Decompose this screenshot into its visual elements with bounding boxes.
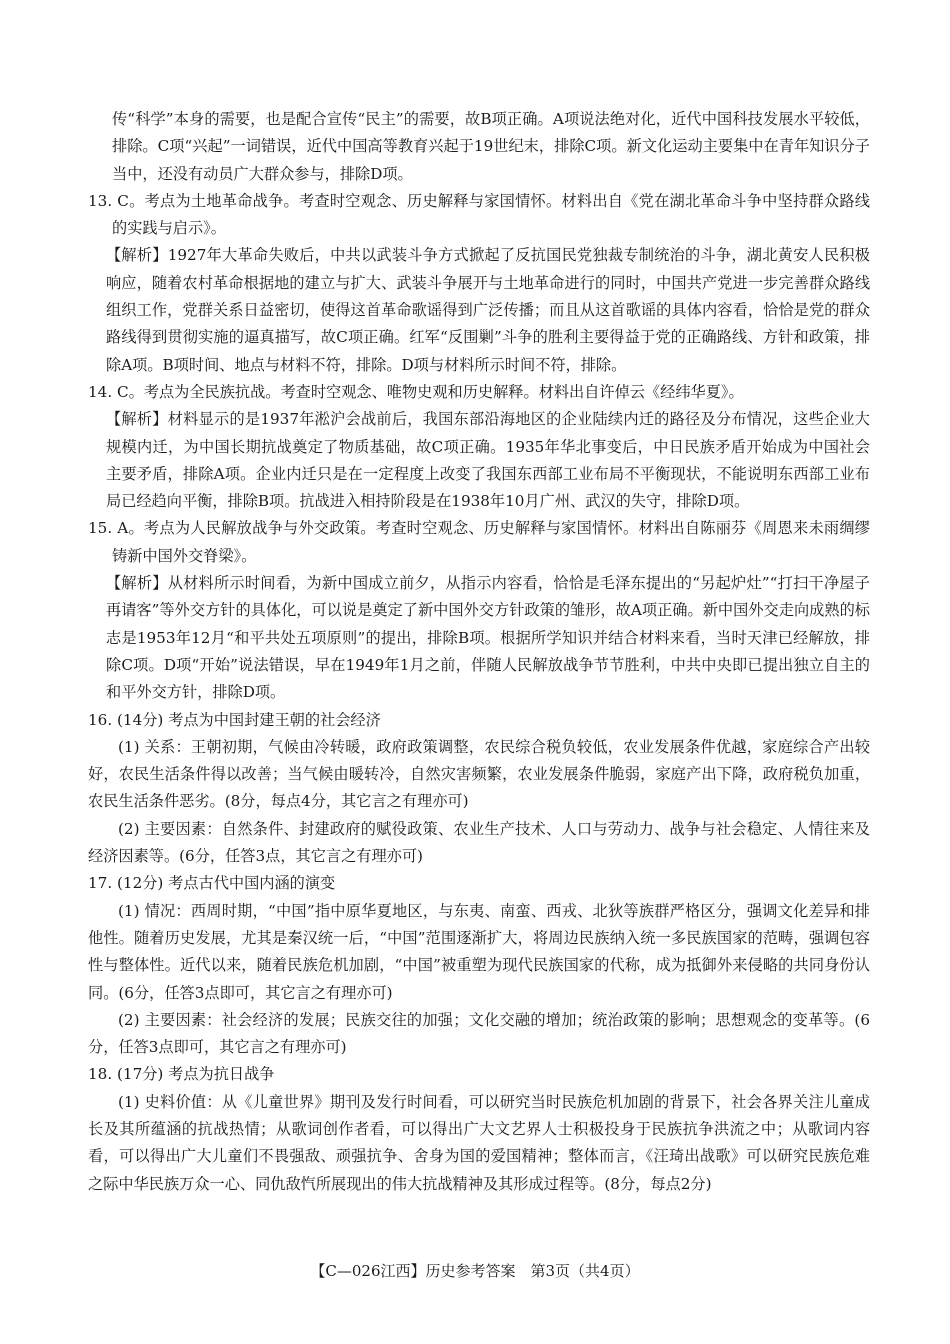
paragraph-q17-heading: 17. (12分) 考点古代中国内涵的演变: [88, 874, 336, 893]
answer-content: [88, 106, 870, 1198]
paragraph-q18-part1: (1) 史料价值：从《儿童世界》期刊及发行时间看，可以研究当时民族危机加剧的背景下，社会各界关注儿童成长及其所蕴涵的抗战热情；从歌词创作者看，可以得出广大文艺界人士积极投身于民族抗争洪流之中；从歌词内容看，可以得出广大儿童们不畏强敌、顽强抗争、舍身为国的爱国精神；整体而言，《汪琦出战歌》可以研究民族危难之际中华民族万众一心、同仇敌忾所展现出的伟大抗战精神及其形成过程等。(8分，每点2分): [88, 1092, 870, 1193]
paragraph-q17-part2: (2) 主要因素：社会经济的发展；民族交往的加强；文化交融的增加；统治政策的影响；思想观念的变革等。(6分，任答3点即可，其它言之有理亦可): [88, 1010, 870, 1057]
paragraph-q15-analysis: 【解析】从材料所示时间看，为新中国成立前夕，从指示内容看，恰恰是毛泽东提出的“另起炉灶”“打扫干净屋子再请客”等外交方针的具体化，可以说是奠定了新中国外交方针政策的雏形，故A项正确。新中国外交走向成熟的标志是1953年12月“和平共处五项原则”的提出，排除B项。根据所学知识并结合材料来看，当时天津已经解放，排除C项。D项“开始”说法错误，早在1949年1月之前，伴随人民解放战争节节胜利，中共中央即已提出独立自主的和平外交方针，排除D项。: [106, 574, 870, 702]
paragraph-q16-part1: (1) 关系：王朝初期，气候由冷转暖，政府政策调整，农民综合税负较低，农业发展条件优越，家庭综合产出较好，农民生活条件得以改善；当气候由暖转冷，自然灾害频繁，农业发展条件脆弱，家庭产出下降，政府税负加重，农民生活条件恶劣。(8分，每点4分，其它言之有理亦可): [88, 737, 870, 811]
paragraph-q16-part2: (2) 主要因素：自然条件、封建政府的赋役政策、农业生产技术、人口与劳动力、战争与社会稳定、人情往来及经济因素等。(6分，任答3点，其它言之有理亦可): [88, 819, 870, 866]
paragraph-q17-part1: (1) 情况：西周时期，“中国”指中原华夏地区，与东夷、南蛮、西戎、北狄等族群严格区分，强调文化差异和排他性。随着历史发展，尤其是秦汉统一后，“中国”范围逐渐扩大，将周边民族纳入统一多民族国家的范畴，强调包容性与整体性。近代以来，随着民族危机加剧，“中国”被重塑为现代民族国家的代称，成为抵御外来侵略的共同身份认同。(6分，任答3点即可，其它言之有理亦可): [88, 901, 870, 1002]
paragraph-q15-answer: 15. A。考点为人民解放战争与外交政策。考查时空观念、历史解释与家国情怀。材料出自陈丽芬《周恩来未雨绸缪铸新中国外交脊梁》。: [88, 519, 870, 565]
paragraph-q14-answer: 14. C。考点为全民族抗战。考查时空观念、唯物史观和历史解释。材料出自许倬云《经纬华夏》。: [88, 382, 744, 401]
paragraph-q14-analysis: 【解析】材料显示的是1937年淞沪会战前后，我国东部沿海地区的企业陆续内迁的路径及分布情况，这些企业大规模内迁，为中国长期抗战奠定了物质基础，故C项正确。1935年华北事变后，中日民族矛盾开始成为中国社会主要矛盾，排除A项。企业内迁只是在一定程度上改变了我国东西部工业布局不平衡现状，不能说明东西部工业布局已经趋向平衡，排除B项。抗战进入相持阶段是在1938年10月广州、武汉的失守，排除D项。: [106, 410, 870, 511]
paragraph-q18-heading: 18. (17分) 考点为抗日战争: [88, 1065, 275, 1084]
page-footer: 【C—026江西】历史参考答案 第3页（共4页）: [310, 1262, 640, 1280]
paragraph-q12-continuation: 传“科学”本身的需要，也是配合宣传“民主”的需要，故B项正确。A项说法绝对化，近代中国科技发展水平较低，排除。C项“兴起”一词错误，近代中国高等教育兴起于19世纪末，排除C项。新文化运动主要集中在青年知识分子当中，还没有动员广大群众参与，排除D项。: [112, 110, 870, 183]
paragraph-q16-heading: 16. (14分) 考点为中国封建王朝的社会经济: [88, 710, 381, 729]
paragraph-q13-analysis: 【解析】1927年大革命失败后，中共以武装斗争方式掀起了反抗国民党独裁专制统治的斗争，湖北黄安人民积极响应，随着农村革命根据地的建立与扩大、武装斗争展开与土地革命进行的同时，中国共产党进一步完善群众路线组织工作，党群关系日益密切，使得这首革命歌谣得到广泛传播；而且从这首歌谣的具体内容看，恰恰是党的群众路线得到贯彻实施的逼真描写，故C项正确。红军“反围剿”斗争的胜利主要得益于党的正确路线、方针和政策，排除A项。B项时间、地点与材料不符，排除。D项与材料所示时间不符，排除。: [106, 246, 870, 374]
paragraph-q13-answer: 13. C。考点为土地革命战争。考查时空观念、历史解释与家国情怀。材料出自《党在湖北革命斗争中坚持群众路线的实践与启示》。: [88, 191, 870, 238]
